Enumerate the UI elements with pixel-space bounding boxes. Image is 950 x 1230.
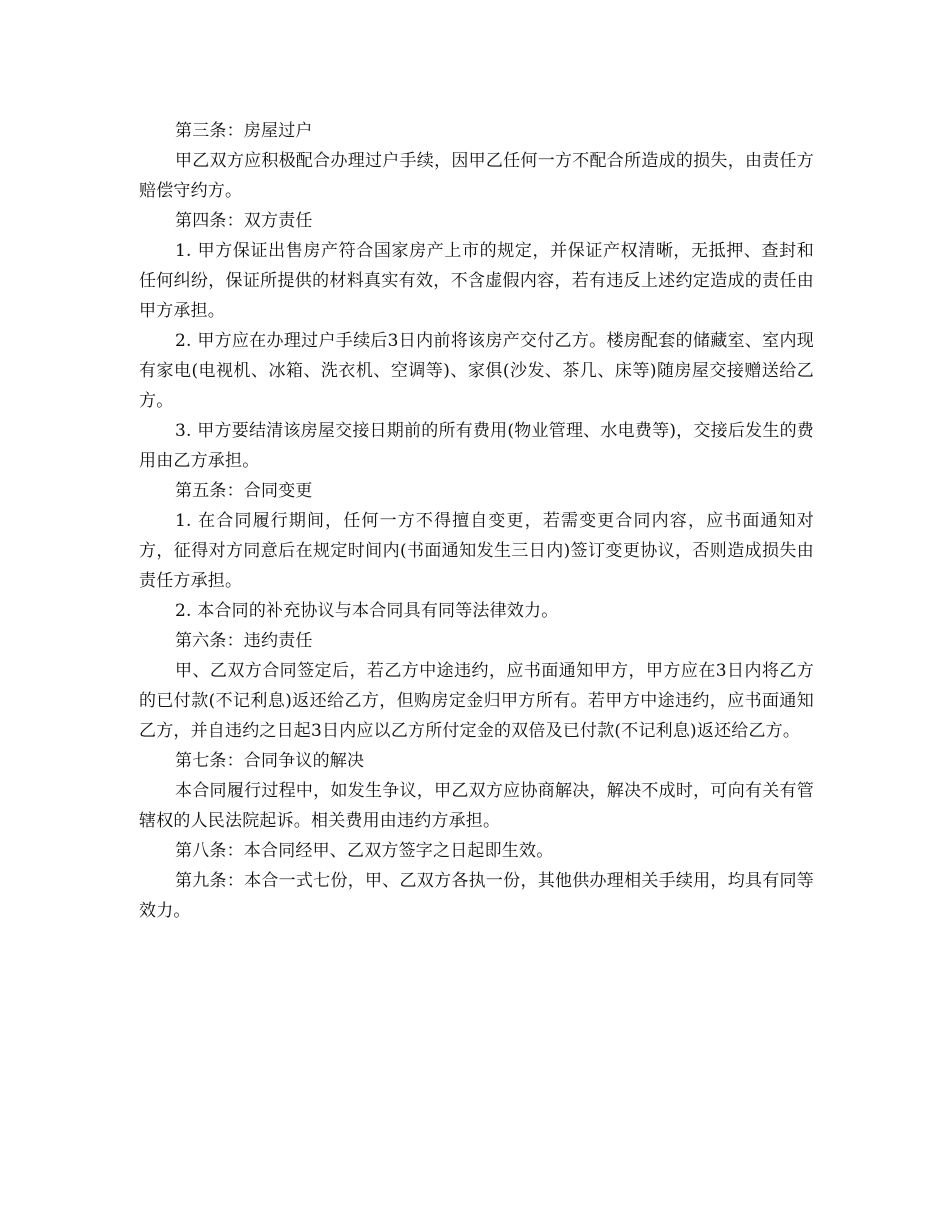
article-7-text: 本合同履行过程中，如发生争议，甲乙双方应协商解决，解决不成时，可向有关有管辖权的人民法院起诉。相关费用由违约方承担。	[139, 781, 814, 831]
article-4-item-1: 1. 甲方保证出售房产符合国家房产上市的规定，并保证产权清晰，无抵押、查封和任何纠纷，保证所提供的材料真实有效，不含虚假内容，若有违反上述约定造成的责任由甲方承担。	[139, 241, 814, 321]
article-4-item-2: 2. 甲方应在办理过户手续后3日内前将该房产交付乙方。楼房配套的储藏室、室内现有家电(电视机、冰箱、洗衣机、空调等)、家俱(沙发、茶几、床等)随房屋交接赠送给乙方。	[139, 331, 814, 411]
article-3-text: 甲乙双方应积极配合办理过户手续，因甲乙任何一方不配合所造成的损失，由责任方赔偿守约方。	[139, 151, 814, 201]
article-4-item-3: 3. 甲方要结清该房屋交接日期前的所有费用(物业管理、水电费等)，交接后发生的费用由乙方承担。	[139, 421, 814, 471]
article-6-text: 甲、乙双方合同签定后，若乙方中途违约，应书面通知甲方，甲方应在3日内将乙方的已付款(不记利息)返还给乙方，但购房定金归甲方所有。若甲方中途违约，应书面通知乙方，并自违约之日起3日内应以乙方所付定金的双倍及已付款(不记利息)返还给乙方。	[139, 661, 814, 741]
article-5-item-2: 2. 本合同的补充协议与本合同具有同等法律效力。	[175, 601, 559, 621]
article-7-heading: 第七条：合同争议的解决	[175, 751, 365, 771]
article-5-item-1: 1. 在合同履行期间，任何一方不得擅自变更，若需变更合同内容，应书面通知对方，征得对方同意后在规定时间内(书面通知发生三日内)签订变更协议，否则造成损失由责任方承担。	[139, 511, 814, 591]
article-9-text: 第九条：本合一式七份，甲、乙双方各执一份，其他供办理相关手续用，均具有同等效力。	[139, 871, 814, 921]
document-body	[139, 116, 814, 926]
article-3-heading: 第三条：房屋过户	[175, 121, 313, 141]
article-5-heading: 第五条：合同变更	[175, 481, 313, 501]
article-8-text: 第八条：本合同经甲、乙双方签字之日起即生效。	[175, 841, 554, 861]
article-4-heading: 第四条：双方责任	[175, 211, 313, 231]
article-6-heading: 第六条：违约责任	[175, 631, 313, 651]
